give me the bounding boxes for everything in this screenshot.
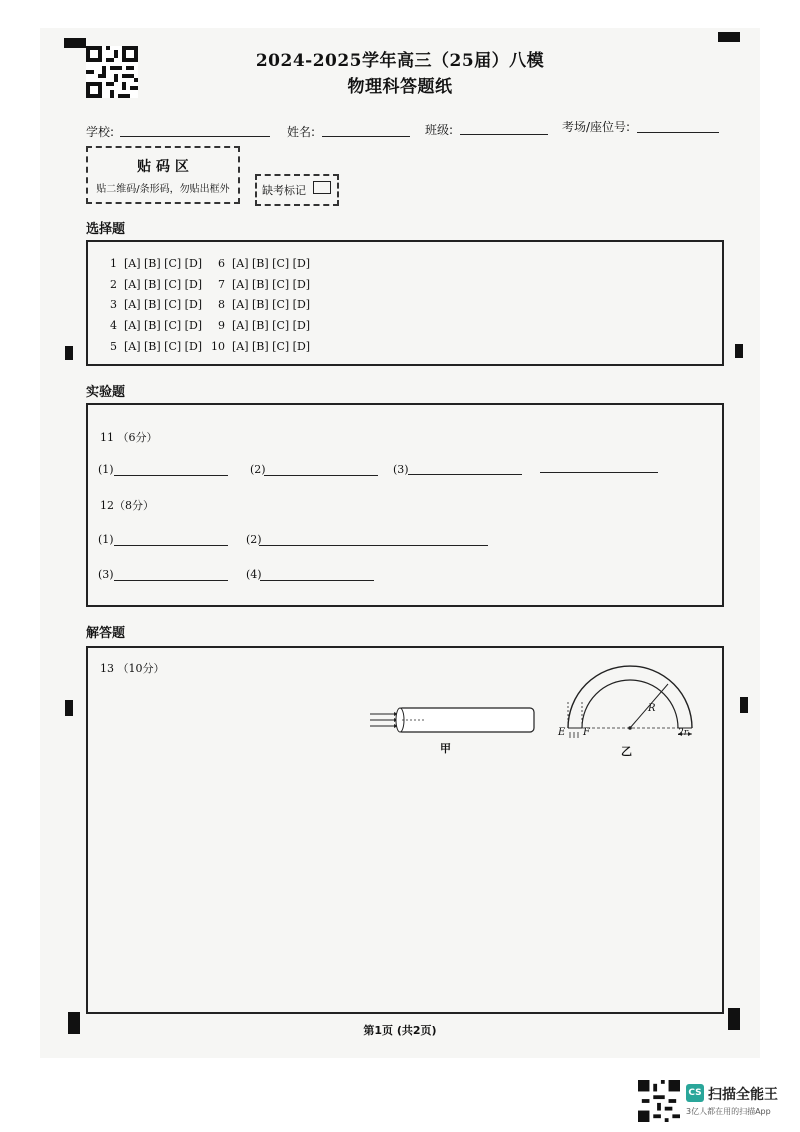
class-label: 班级:	[425, 123, 454, 137]
q11-blank-1[interactable]	[114, 475, 228, 476]
school-label: 学校:	[86, 125, 115, 139]
figure-label-e: E	[558, 727, 566, 738]
registration-mark-mid-left	[65, 346, 73, 360]
q12-blank-4[interactable]	[260, 580, 374, 581]
q13-label: 13 （10分）	[100, 662, 165, 675]
q11-label: 11 （6分）	[100, 431, 158, 444]
absent-mark-label: 缺考标记	[262, 184, 306, 197]
experiment-answer-box	[86, 403, 724, 607]
exam-title: 2024-2025学年高三（25届）八模	[255, 51, 545, 71]
scanner-logo-icon: CS	[686, 1084, 704, 1102]
seat-field[interactable]	[637, 132, 719, 133]
barcode-area-title: 贴 码 区	[137, 159, 189, 175]
class-field[interactable]	[460, 134, 548, 135]
page-number: 第1页 (共2页)	[363, 1024, 437, 1037]
choice-row[interactable]: 9 [A] [B] [C] [D]	[218, 319, 311, 332]
q12-blank-1[interactable]	[114, 545, 228, 546]
q12-blank-3[interactable]	[114, 580, 228, 581]
choice-row[interactable]: 7 [A] [B] [C] [D]	[218, 278, 311, 291]
q12-label: 12（8分）	[100, 499, 154, 512]
choice-row[interactable]: 6 [A] [B] [C] [D]	[218, 257, 311, 270]
choice-row[interactable]: 1 [A] [B] [C] [D]	[110, 257, 203, 270]
q11-blank-3a[interactable]	[408, 474, 522, 475]
name-field[interactable]	[322, 136, 410, 137]
registration-mark-left-lower	[65, 700, 73, 716]
choice-row[interactable]: 4 [A] [B] [C] [D]	[110, 319, 203, 332]
q12-blank-2-label: (2)	[246, 533, 262, 546]
figure-label-r: R	[648, 703, 656, 714]
school-field[interactable]	[120, 136, 270, 137]
choice-row[interactable]: 5 [A] [B] [C] [D]	[110, 340, 203, 353]
seat-label: 考场/座位号:	[562, 120, 631, 134]
choice-row[interactable]: 10 [A] [B] [C] [D]	[211, 340, 311, 353]
q11-blank-3-label: (3)	[393, 463, 409, 476]
experiment-section-heading: 实验题	[86, 385, 126, 400]
q12-blank-3-label: (3)	[98, 568, 114, 581]
registration-mark-right-lower	[740, 697, 748, 713]
choice-row[interactable]: 3 [A] [B] [C] [D]	[110, 298, 203, 311]
choice-section-heading: 选择题	[86, 222, 126, 237]
q11-blank-1-label: (1)	[98, 463, 114, 476]
q12-blank-2[interactable]	[259, 545, 488, 546]
registration-mark-top-right	[718, 32, 740, 42]
q11-blank-2[interactable]	[264, 475, 378, 476]
name-label: 姓名:	[287, 125, 316, 139]
q12-blank-4-label: (4)	[246, 568, 262, 581]
sheet-title: 物理科答题纸	[347, 77, 453, 97]
choice-row[interactable]: 8 [A] [B] [C] [D]	[218, 298, 311, 311]
figure-jia-rod	[366, 704, 544, 738]
figure-label-f: F	[583, 727, 590, 738]
scanner-brand: 扫描全能王	[708, 1087, 778, 1103]
answer-section-heading: 解答题	[86, 626, 126, 641]
registration-mark-mid-right	[735, 344, 743, 358]
q11-blank-3b[interactable]	[540, 472, 658, 473]
choice-row[interactable]: 2 [A] [B] [C] [D]	[110, 278, 203, 291]
figure-jia-caption: 甲	[440, 742, 451, 755]
scanner-qr-code	[638, 1080, 680, 1122]
absent-checkbox[interactable]	[313, 181, 331, 194]
figure-yi-caption: 乙	[621, 745, 632, 758]
q12-blank-1-label: (1)	[98, 533, 114, 546]
q11-blank-2-label: (2)	[250, 463, 266, 476]
barcode-area-note: 贴二维码/条形码，勿贴出框外	[96, 184, 230, 195]
scanner-tagline: 3亿人都在用的扫描App	[686, 1107, 771, 1116]
figure-label-2r: 2r	[678, 728, 689, 738]
